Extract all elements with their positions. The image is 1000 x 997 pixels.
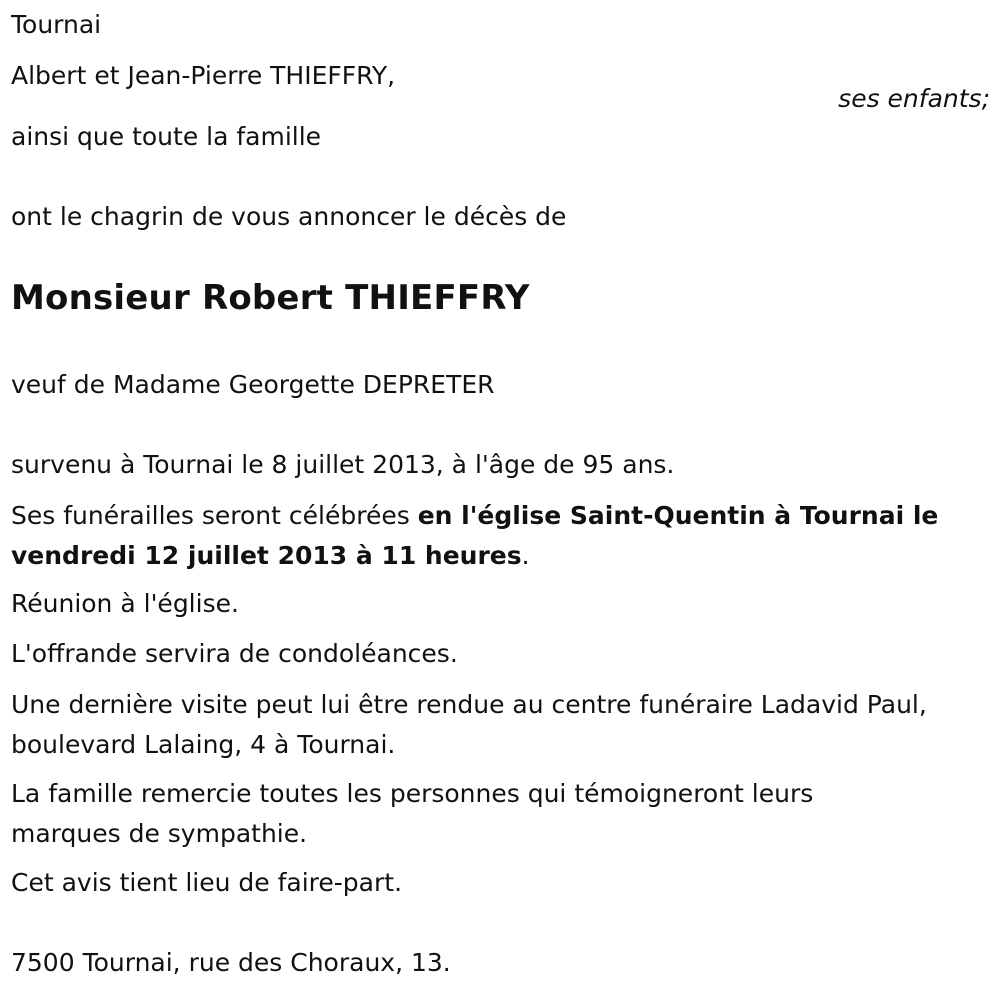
address-line: 7500 Tournai, rue des Choraux, 13. (11, 948, 451, 977)
deceased-name: Monsieur Robert THIEFFRY (11, 278, 530, 318)
children-role: ses enfants; (838, 84, 990, 113)
funeral-suffix: . (521, 541, 530, 570)
funeral-paragraph (11, 496, 996, 576)
announcement-line: ont le chagrin de vous annoncer le décès de (11, 202, 567, 231)
offering-line: L'offrande servira de condoléances. (11, 639, 458, 668)
death-info: survenu à Tournai le 8 juillet 2013, à l'âge de 95 ans. (11, 450, 675, 479)
meeting-line: Réunion à l'église. (11, 589, 239, 618)
children-names: Albert et Jean-Pierre THIEFFRY, (11, 61, 396, 90)
funeral-prefix: Ses funérailles seront célébrées (11, 501, 418, 530)
widower-line: veuf de Madame Georgette DEPRETER (11, 370, 495, 399)
visit-paragraph: Une dernière visite peut lui être rendue au centre funéraire Ladavid Paul, boulevard Lalaing, 4 à Tournai. (11, 690, 927, 759)
funeral-details: en l'église Saint-Quentin à Tournai le vendredi 12 juillet 2013 à 11 heures (11, 501, 939, 570)
city: Tournai (11, 10, 102, 39)
thanks-paragraph: La famille remercie toutes les personnes qui témoigneront leurs marques de sympathie. (11, 779, 814, 848)
family-line: ainsi que toute la famille (11, 122, 322, 151)
notice-note: Cet avis tient lieu de faire-part. (11, 868, 403, 897)
